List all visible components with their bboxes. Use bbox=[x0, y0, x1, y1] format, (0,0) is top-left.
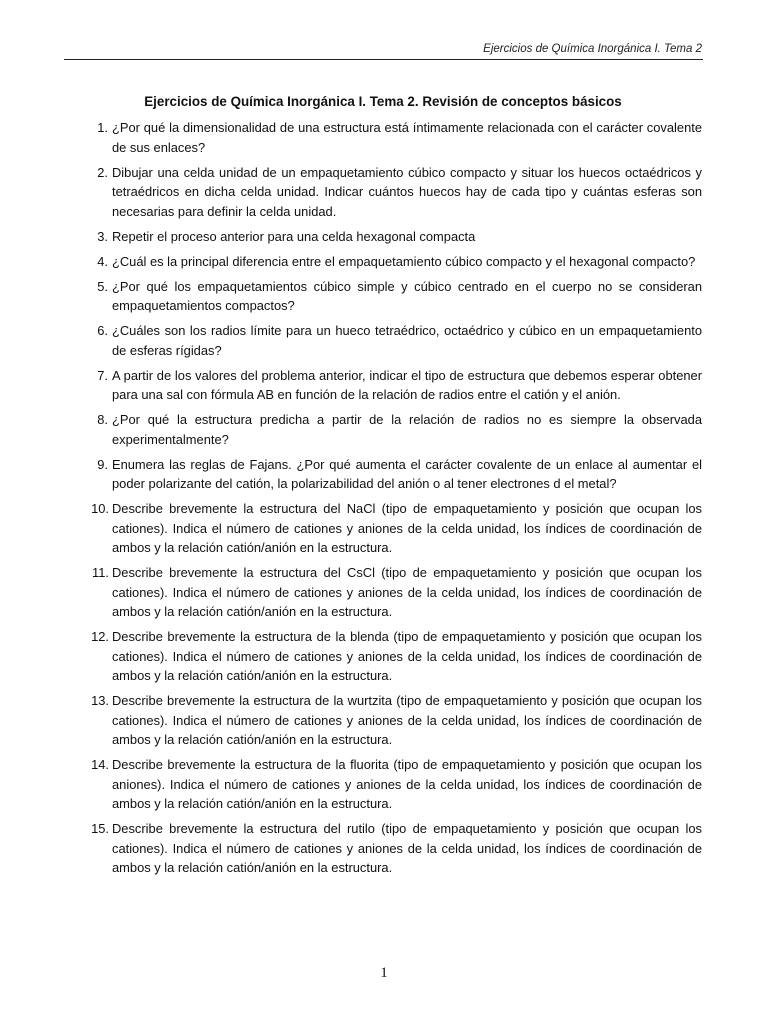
question-item-5 bbox=[97, 277, 702, 316]
question-number: 12. bbox=[91, 629, 109, 644]
question-number: 6. bbox=[97, 323, 108, 338]
question-item-1 bbox=[97, 118, 702, 157]
question-text: ¿Cuáles son los radios límite para un hueco tetraédrico, octaédrico y cúbico en un empaquetamiento de esferas rígidas? bbox=[112, 323, 702, 358]
question-text: Dibujar una celda unidad de un empaquetamiento cúbico compacto y situar los huecos octaédricos y tetraédricos en dicha celda unidad. Indicar cuántos huecos hay de cada tipo y cuántas esferas son necesarias para definir la celda unidad. bbox=[112, 164, 702, 219]
question-number: 5. bbox=[97, 278, 108, 294]
question-number: 15. bbox=[91, 821, 109, 836]
question-text: Describe brevemente la estructura del NaCl (tipo de empaquetamiento y posición que ocupan los cationes). Indica el número de cationes y aniones de la celda unidad, los índices de coordinación de ambos y la relación catión/anión en la estructura. bbox=[112, 501, 702, 555]
question-text: Describe brevemente la estructura del rutilo (tipo de empaquetamiento y posición que ocupan los cationes). Indica el número de cationes y aniones de la celda unidad, los índices de coordinación de ambos y la relación catión/anión en la estructura. bbox=[112, 821, 702, 875]
question-item-10 bbox=[91, 499, 702, 558]
question-list bbox=[0, 118, 768, 883]
question-text: A partir de los valores del problema anterior, indicar el tipo de estructura que debemos esperar obtener para una sal con fórmula AB en función de la relación de radios entre el catión y el anión. bbox=[112, 367, 702, 402]
question-number: 8. bbox=[97, 412, 108, 427]
question-item-3 bbox=[97, 227, 702, 247]
header-divider bbox=[64, 59, 703, 60]
question-text: ¿Por qué la estructura predicha a partir de la relación de radios no es siempre la observada experimentalmente? bbox=[112, 412, 702, 447]
question-number: 14. bbox=[91, 757, 109, 772]
question-number: 13. bbox=[91, 693, 109, 708]
question-item-4 bbox=[97, 252, 702, 272]
question-text: Repetir el proceso anterior para una celda hexagonal compacta bbox=[112, 228, 476, 244]
question-text: ¿Cuál es la principal diferencia entre el empaquetamiento cúbico compacto y el hexagonal compacto? bbox=[112, 253, 696, 269]
question-item-13 bbox=[91, 691, 702, 750]
question-text: ¿Por qué la dimensionalidad de una estructura está íntimamente relacionada con el carácter covalente de sus enlaces? bbox=[112, 120, 702, 155]
question-number: 4. bbox=[97, 253, 108, 269]
question-number: 7. bbox=[97, 367, 108, 383]
question-item-12 bbox=[91, 627, 702, 686]
question-text: Describe brevemente la estructura de la wurtzita (tipo de empaquetamiento y posición que ocupan los cationes). Indica el número de cationes y aniones de la celda unidad, los índices de coordinación de ambos y la relación catión/anión en la estructura. bbox=[112, 693, 702, 747]
question-text: Describe brevemente la estructura de la blenda (tipo de empaquetamiento y posición que ocupan los cationes). Indica el número de cationes y aniones de la celda unidad, los índices de coordinación de ambos y la relación catión/anión en la estructura. bbox=[112, 629, 702, 683]
question-number: 1. bbox=[97, 120, 108, 135]
question-number: 11. bbox=[92, 565, 109, 580]
running-header: Ejercicios de Química Inorgánica I. Tema 2 bbox=[483, 43, 702, 55]
question-number: 2. bbox=[97, 164, 108, 180]
question-item-11 bbox=[92, 563, 702, 622]
page-number: 1 bbox=[380, 965, 388, 981]
question-number: 10. bbox=[91, 501, 109, 516]
question-number: 9. bbox=[97, 456, 108, 472]
question-item-8 bbox=[97, 410, 702, 449]
document-title: Ejercicios de Química Inorgánica I. Tema 2. Revisión de conceptos básicos bbox=[144, 94, 622, 109]
question-item-14 bbox=[91, 755, 702, 814]
question-item-6 bbox=[97, 321, 702, 360]
question-item-7 bbox=[97, 366, 702, 405]
question-text: Describe brevemente la estructura de la fluorita (tipo de empaquetamiento y posición que ocupan los aniones). Indica el número de cationes y aniones de la celda unidad, los índices de coordinación de ambos y la relación catión/anión en la estructura. bbox=[112, 757, 702, 811]
question-item-9 bbox=[97, 455, 702, 494]
question-text: Describe brevemente la estructura del CsCl (tipo de empaquetamiento y posición que ocupan los cationes). Indica el número de cationes y aniones de la celda unidad, los índices de coordinación de ambos y la relación catión/anión en la estructura. bbox=[112, 565, 702, 619]
question-item-15 bbox=[91, 819, 702, 878]
question-number: 3. bbox=[97, 228, 108, 244]
question-text: Enumera las reglas de Fajans. ¿Por qué aumenta el carácter covalente de un enlace al aumentar el poder polarizante del catión, la polarizabilidad del anión o al tener electrones d el metal? bbox=[112, 456, 702, 491]
question-text: ¿Por qué los empaquetamientos cúbico simple y cúbico centrado en el cuerpo no se consideran empaquetamientos compactos? bbox=[112, 278, 702, 313]
question-item-2 bbox=[97, 163, 702, 222]
